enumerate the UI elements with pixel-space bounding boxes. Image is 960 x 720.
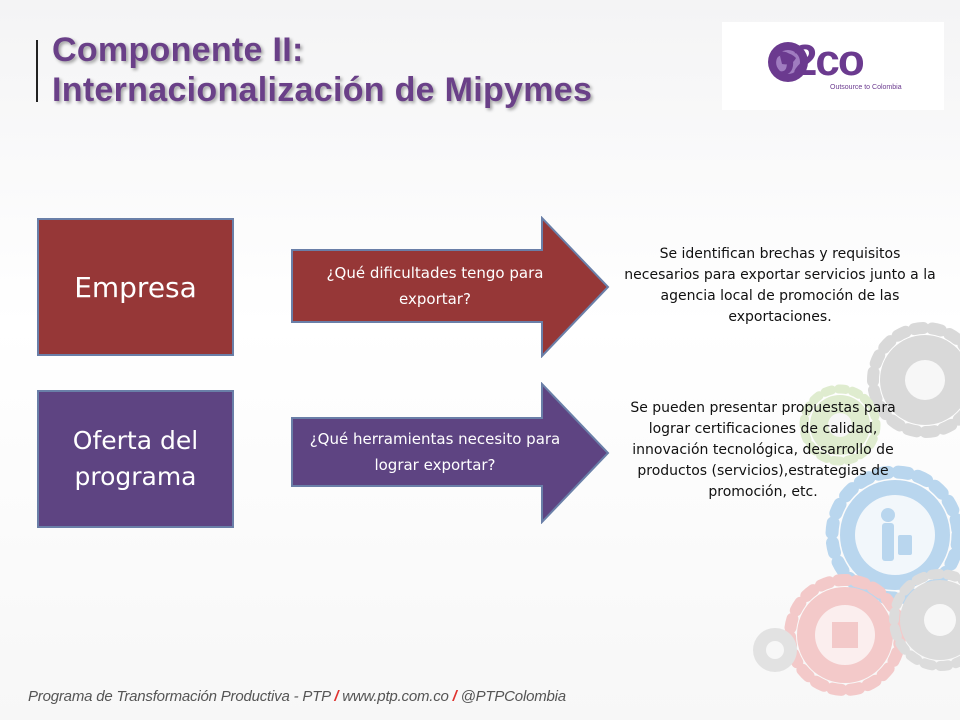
footer-separator-2: /: [452, 688, 457, 705]
description-2: Se pueden presentar propuestas para lograr certificaciones de calidad, innovación tecnológica, desarrollo de productos (servicios),estrategias de promoción, etc.: [630, 400, 896, 500]
gear-red: [790, 580, 900, 690]
footer: [28, 688, 566, 705]
empresa-label: Empresa: [74, 270, 197, 304]
logo-brand: o2co: [768, 36, 863, 85]
empresa-box: [37, 218, 234, 356]
footer-program: Programa de Transformación Productiva - PTP: [28, 688, 331, 705]
question-2: ¿Qué herramientas necesito para lograr exportar?: [309, 430, 561, 474]
gears-illustration: [700, 320, 960, 720]
title-rule: [36, 40, 38, 102]
logo-card: [722, 22, 944, 110]
title-line-1: Componente II:: [52, 31, 304, 69]
question-1: ¿Qué dificultades tengo para exportar?: [326, 264, 544, 308]
logo-tagline: Outsource to Colombia: [830, 84, 902, 91]
footer-website: www.ptp.com.co: [342, 688, 449, 705]
title-line-2: Internacionalización de Mipymes: [52, 71, 593, 109]
footer-separator-1: /: [334, 688, 339, 705]
description-1: Se identifican brechas y requisitos necesarios para exportar servicios junto a la agencia local de promoción de las exportaciones.: [624, 246, 936, 325]
slide-title: [52, 30, 592, 110]
oferta-box: [37, 390, 234, 528]
footer-twitter: @PTPColombia: [460, 688, 566, 705]
oferta-label: Oferta del programa: [72, 426, 199, 491]
